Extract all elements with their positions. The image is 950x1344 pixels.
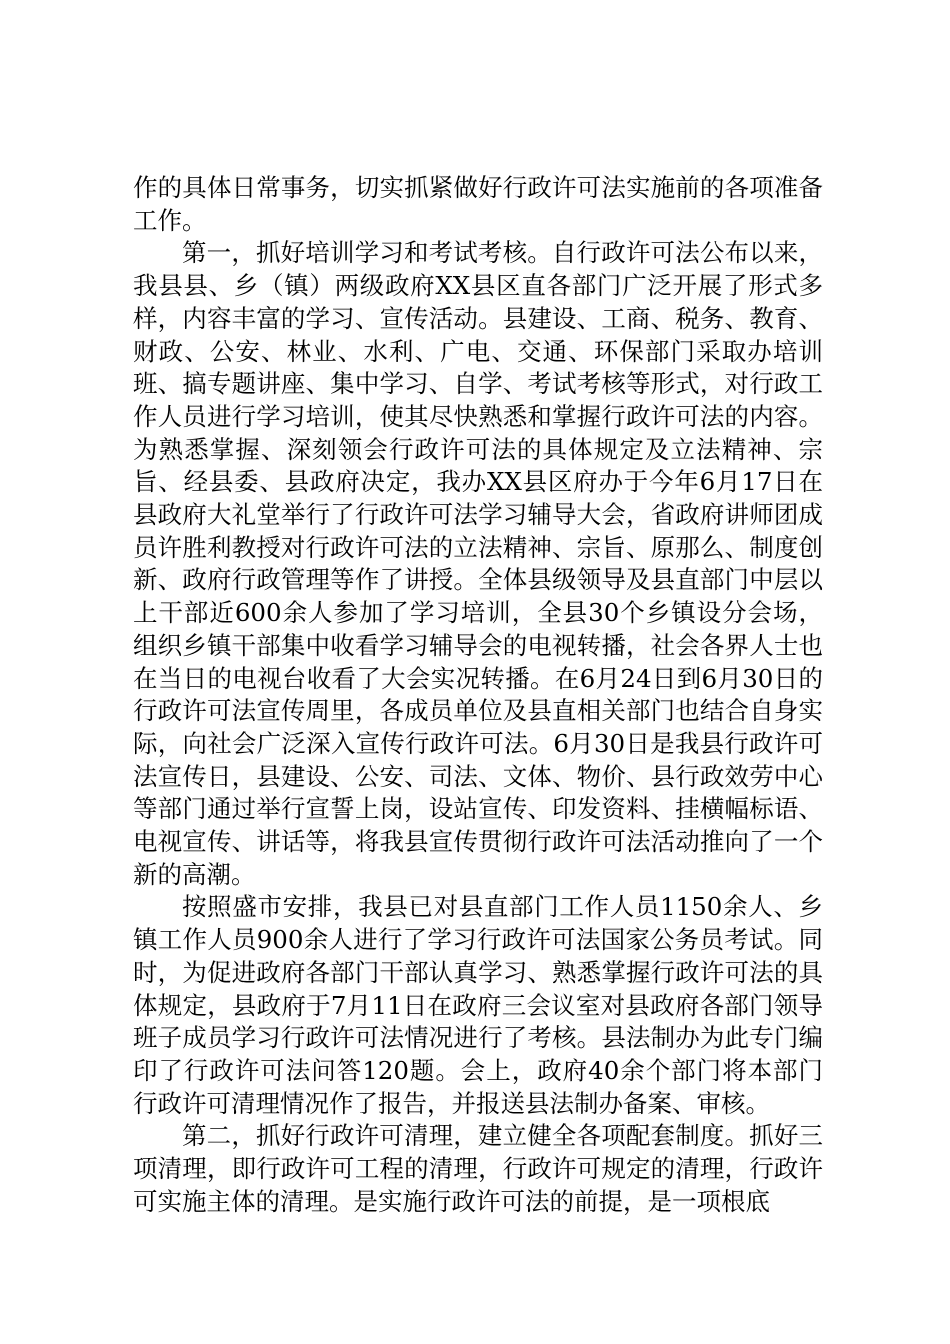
paragraph-cleanup: 第二，抓好行政许可清理，建立健全各项配套制度。抓好三项清理，即行政许可工程的清理，行政许可规定的清理，行政许可实施主体的清理。是实施行政许可法的前提，是一项根底 bbox=[133, 1121, 823, 1216]
paragraph-continuation: 作的具体日常事务，切实抓紧做好行政许可法实施前的各项准备工作。 bbox=[133, 173, 823, 235]
paragraph-training: 第一，抓好培训学习和考试考核。自行政许可法公布以来，我县县、乡（镇）两级政府XX县区直各部门广泛开展了形式多样，内容丰富的学习、宣传活动。县建设、工商、税务、教育、财政、公安、林业、水利、广电、交通、环保部门采取办培训班、搞专题讲座、集中学习、自学、考试考核等形式，对行政工作人员进行学习培训，使其尽快熟悉和掌握行政许可法的内容。为熟悉掌握、深刻领会行政许可法的具体规定及立法精神、宗旨、经县委、县政府决定，我办XX县区府办于今年6月17日在县政府大礼堂举行了行政许可法学习辅导大会，省政府讲师团成员许胜利教授对行政许可法的立法精神、宗旨、原那么、制度创新、政府行政管理等作了讲授。全体县级领导及县直部门中层以上干部近600余人参加了学习培训，全县30个乡镇设分会场，组织乡镇干部集中收看学习辅导会的电视转播，社会各界人士也在当日的电视台收看了大会实况转播。在6月24日到6月30日的行政许可法宣传周里，各成员单位及县直相关部门也结合自身实际，向社会广泛深入宣传行政许可法。6月30日是我县行政许可法宣传日，县建设、公安、司法、文体、物价、县行政效劳中心等部门通过举行宣誓上岗，设站宣传、印发资料、挂横幅标语、电视宣传、讲话等，将我县宣传贯彻行政许可法活动推向了一个新的高潮。 bbox=[133, 238, 823, 889]
document-body bbox=[133, 172, 823, 1219]
paragraph-examination: 按照盛市安排，我县已对县直部门工作人员1150余人、乡镇工作人员900余人进行了学习行政许可法国家公务员考试。同时，为促进政府各部门干部认真学习、熟悉掌握行政许可法的具体规定，县政府于7月11日在政府三会议室对县政府各部门领导班子成员学习行政许可法情况进行了考核。县法制办为此专门编印了行政许可法问答120题。会上，政府40余个部门将本部门行政许可清理情况作了报告，并报送县法制办备案、审核。 bbox=[133, 892, 823, 1118]
